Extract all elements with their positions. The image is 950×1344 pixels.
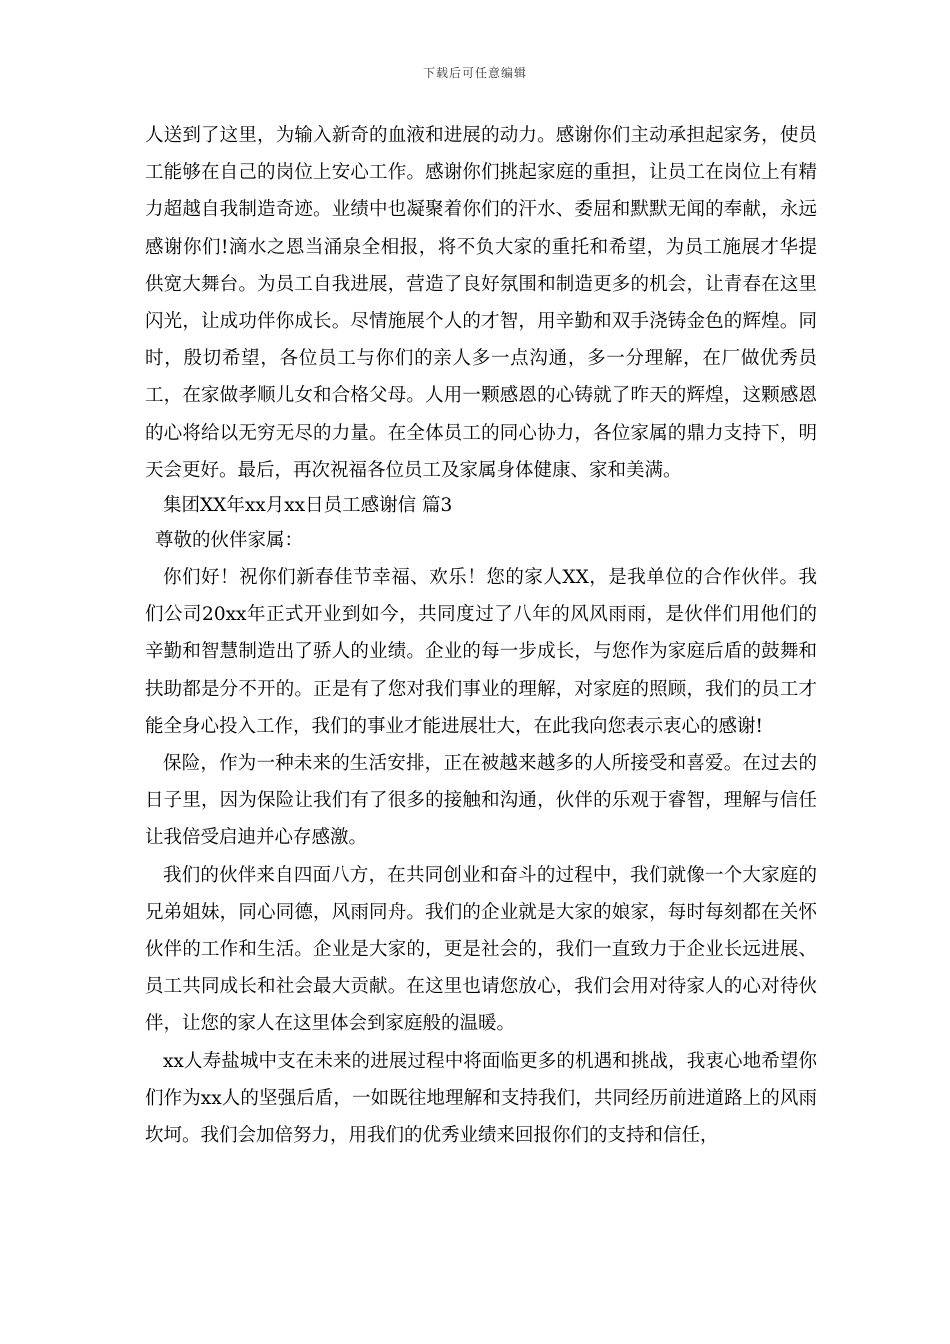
paragraph-greeting: 你们好！祝你们新春佳节幸福、欢乐！您的家人XX，是我单位的合作伙伴。我们公司20xx年正式开业到如今，共同度过了八年的风风雨雨，是伙伴们用他们的辛勤和智慧制造出了骄人的业绩。企业的每一步成长，与您作为家庭后盾的鼓舞和扶助都是分不开的。正是有了您对我们事业的理解，对家庭的照顾，我们的员工才能全身心投入工作，我们的事业才能进展壮大，在此我向您表示衷心的感谢! bbox=[145, 567, 817, 737]
paragraph-insurance: 保险，作为一种未来的生活安排，正在被越来越多的人所接受和喜爱。在过去的日子里，因为保险让我们有了很多的接触和沟通，伙伴的乐观于睿智，理解与信任让我倍受启迪并心存感激。 bbox=[145, 753, 817, 849]
letter-salutation: 尊敬的伙伴家属： bbox=[155, 530, 304, 552]
paragraph-partners: 我们的伙伴来自四面八方，在共同创业和奋斗的过程中，我们就像一个大家庭的兄弟姐妹，同心同德，风雨同舟。我们的企业就是大家的娘家，每时每刻都在关怀伙伴的工作和生活。企业是大家的，更是社会的，我们一直致力于企业长远进展、员工共同成长和社会最大贡献。在这里也请您放心，我们会用对待家人的心对待伙伴，让您的家人在这里体会到家庭般的温暖。 bbox=[145, 864, 817, 1035]
paragraph-future: xx人寿盐城中支在未来的进展过程中将面临更多的机遇和挑战，我衷心地希望你们作为xx人的坚强后盾，一如既往地理解和支持我们，共同经历前进道路上的风雨坎坷。我们会加倍努力，用我们的优秀业绩来回报你们的支持和信任， bbox=[145, 1050, 817, 1147]
page-header-note: 下载后可任意编辑 bbox=[422, 66, 527, 80]
document-body bbox=[145, 117, 817, 1154]
letter-heading: 集团XX年xx月xx日员工感谢信 篇3 bbox=[163, 495, 453, 517]
paragraph-continuation: 人送到了这里，为输入新奇的血液和进展的动力。感谢你们主动承担起家务，使员工能够在自己的岗位上安心工作。感谢你们挑起家庭的重担，让员工在岗位上有精力超越自我制造奇迹。业绩中也凝聚着你们的汗水、委屈和默默无闻的奉献，永远感谢你们!滴水之恩当涌泉全相报，将不负大家的重托和希望，为员工施展才华提供宽大舞台。为员工自我进展，营造了良好氛围和制造更多的机会，让青春在这里闪光，让成功伴你成长。尽情施展个人的才智，用辛勤和双手浇铸金色的辉煌。同时，殷切希望，各位员工与你们的亲人多一点沟通，多一分理解，在厂做优秀员工，在家做孝顺儿女和合格父母。人用一颗感恩的心铸就了昨天的辉煌，这颗感恩的心将给以无穷无尽的力量。在全体员工的同心协力，各位家属的鼎力支持下，明天会更好。最后，再次祝福各位员工及家属身体健康、家和美满。 bbox=[145, 125, 817, 481]
